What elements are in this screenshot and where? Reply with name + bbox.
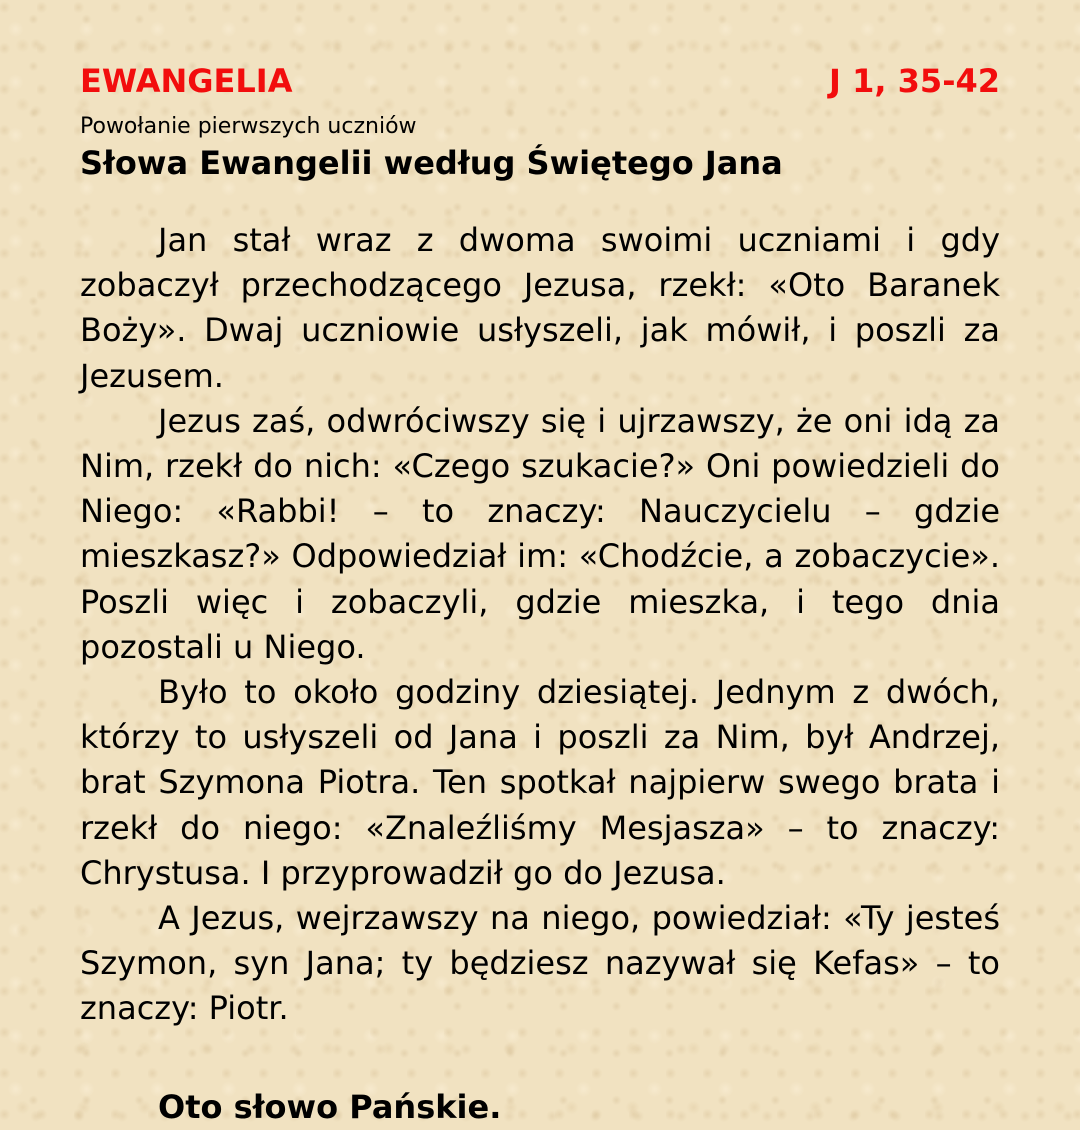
scripture-reference: J 1, 35-42 — [829, 62, 1000, 100]
paragraph: Jan stał wraz z dwoma swoimi uczniami i gdy zobaczył przechodzącego Jezusa, rzekł: «Oto Baranek Boży». Dwaj uczniowie usłyszeli, jak mówił, i poszli za Jezusem. — [80, 221, 1000, 395]
paragraph: A Jezus, wejrzawszy na niego, powiedział: «Ty jesteś Szymon, syn Jana; ty będziesz nazywał się Kefas» – to znaczy: Piotr. — [80, 899, 1000, 1028]
paragraph: Było to około godziny dziesiątej. Jednym z dwóch, którzy to usłyszeli od Jana i poszli za Nim, był Andrzej, brat Szymona Piotra. Ten spotkał najpierw swego brata i rzekł do niego: «Znaleźliśmy Mesjasza» – to znaczy: Chrystusa. I przyprowadził go do Jezusa. — [80, 673, 1000, 892]
book-title: Słowa Ewangelii według Świętego Jana — [80, 144, 783, 182]
reading-label: EWANGELIA — [80, 62, 293, 100]
reading-subtitle: Powołanie pierwszych uczniów — [80, 114, 417, 139]
reading-body — [80, 218, 1000, 1032]
reading-header — [80, 58, 1000, 104]
paragraph: Jezus zaś, odwróciwszy się i ujrzawszy, że oni idą za Nim, rzekł do nich: «Czego szukacie?» Oni powiedzieli do Niego: «Rabbi! – to znaczy: Nauczycielu – gdzie mieszkasz?» Odpowiedział im: «Chodźcie, a zobaczycie». Poszli więc i zobaczyli, gdzie mieszka, i tego dnia pozostali u Niego. — [80, 401, 1000, 666]
closing-acclamation: Oto słowo Pańskie. — [158, 1087, 502, 1126]
reading-page — [80, 58, 1000, 1130]
